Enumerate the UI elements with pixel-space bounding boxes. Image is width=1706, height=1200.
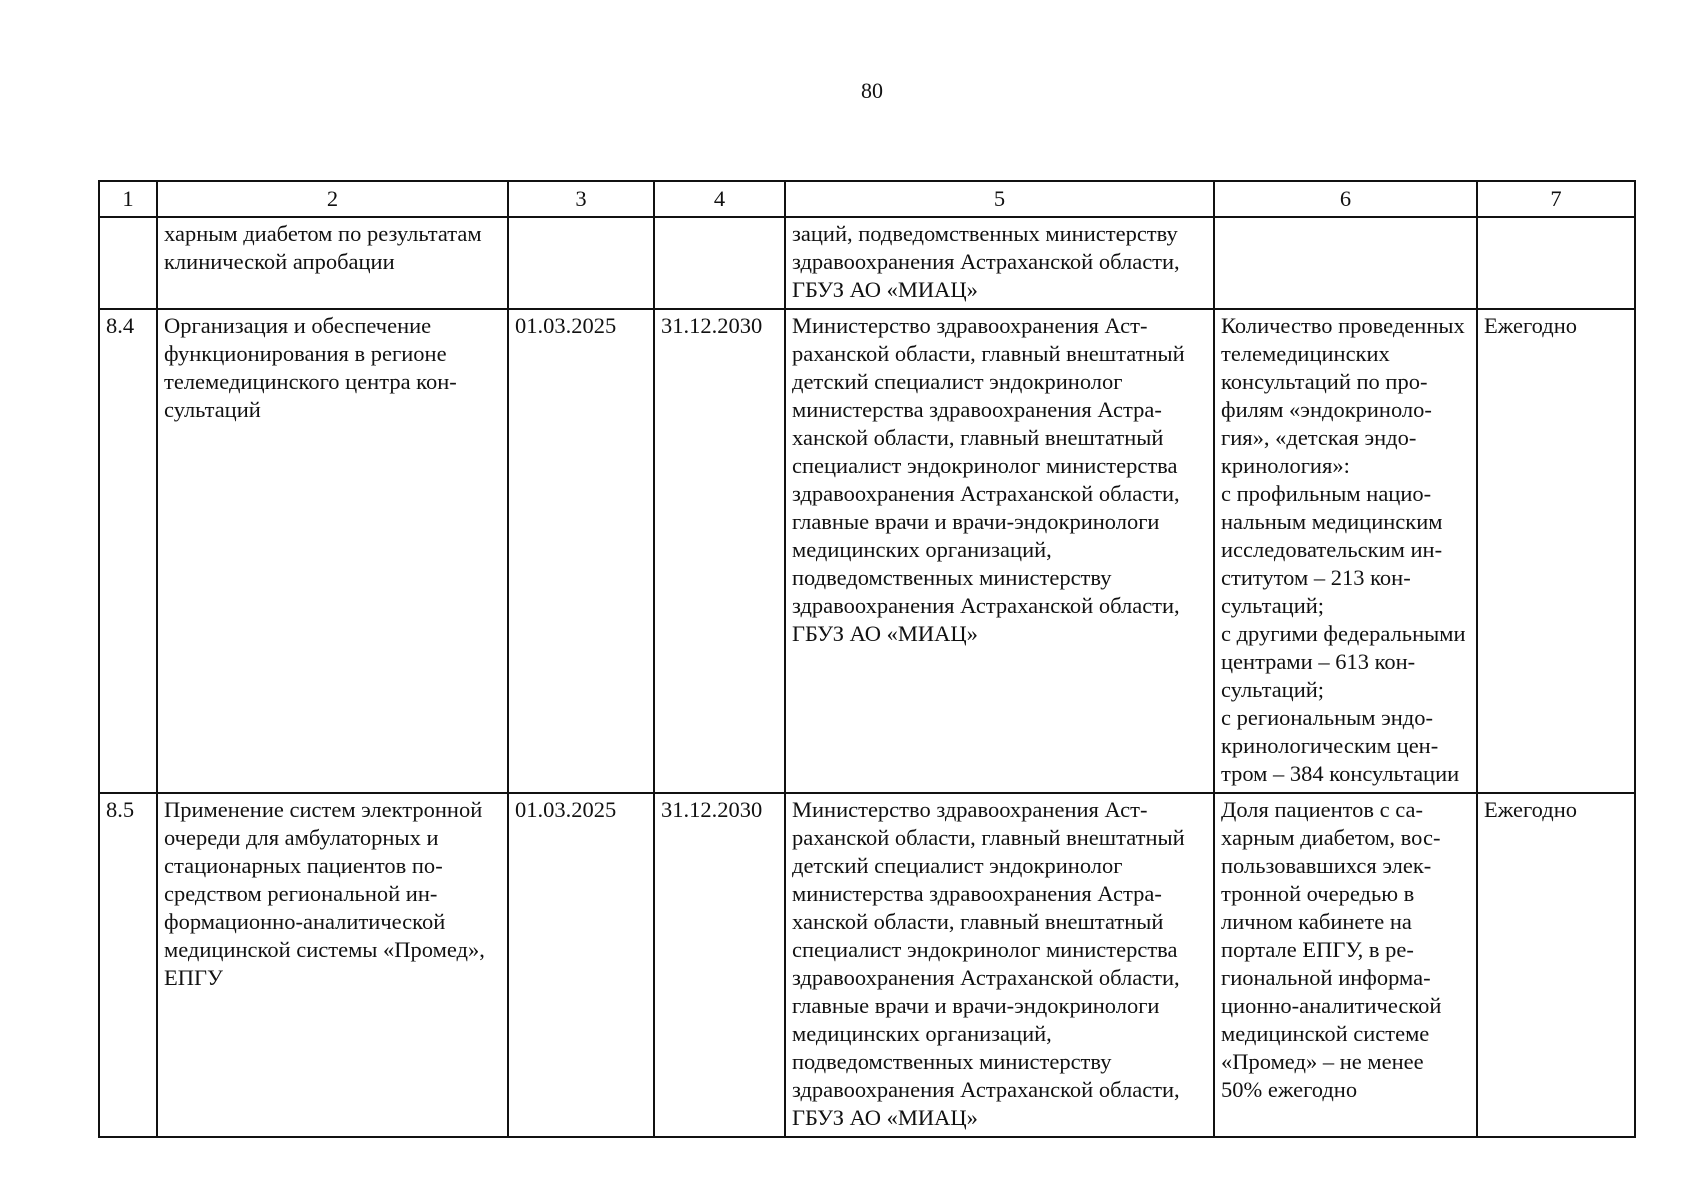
- column-number-3: 3: [508, 181, 654, 217]
- end-date: 31.12.2030: [654, 309, 785, 793]
- event-name: харным диабетом по результатам клинической апробации: [157, 217, 508, 309]
- column-number-5: 5: [785, 181, 1214, 217]
- column-number-4: 4: [654, 181, 785, 217]
- start-date: [508, 217, 654, 309]
- periodicity: Ежегодно: [1477, 309, 1635, 793]
- column-number-1: 1: [99, 181, 157, 217]
- column-number-2: 2: [157, 181, 508, 217]
- row-number: [99, 217, 157, 309]
- indicator-line: Количество проведенных телемедицинских консультаций по профилям «эндокринология», «детская эндокринология»:: [1221, 313, 1465, 478]
- page-number: 80: [861, 78, 883, 103]
- responsible-parties: Министерство здравоохранения Астраханской области, главный внештатный детский специалист эндокринолог министерства здравоохранения Астраханской области, главный внештатный специалист эндокринолог министерства здравоохранения Астраханской области, главные врачи и врачи-эндокринологи медицинских организаций, подведомственных министерству здравоохранения Астраханской области, ГБУЗ АО «МИАЦ»: [785, 793, 1214, 1137]
- indicator: [1214, 309, 1477, 793]
- end-date: [654, 217, 785, 309]
- end-date: 31.12.2030: [654, 793, 785, 1137]
- periodicity: Ежегодно: [1477, 793, 1635, 1137]
- row-number: 8.4: [99, 309, 157, 793]
- column-number-row: [99, 181, 1635, 217]
- plan-table: [98, 180, 1636, 1138]
- periodicity: [1477, 217, 1635, 309]
- table-row: [99, 309, 1635, 793]
- event-name: Организация и обеспечение функционирования в регионе телемедицинского центра консультаций: [157, 309, 508, 793]
- start-date: 01.03.2025: [508, 793, 654, 1137]
- row-number: 8.5: [99, 793, 157, 1137]
- responsible-parties: заций, подведомственных министерству здравоохранения Астраханской области, ГБУЗ АО «МИАЦ»: [785, 217, 1214, 309]
- table-row: [99, 793, 1635, 1137]
- indicator-line: с другими федеральными центрами – 613 консультаций;: [1221, 621, 1466, 702]
- indicator-line: с профильным национальным медицинским исследовательским институтом – 213 консультаций;: [1221, 481, 1443, 618]
- indicator-line: с региональным эндокринологическим центром – 384 консультации: [1221, 705, 1460, 786]
- start-date: 01.03.2025: [508, 309, 654, 793]
- event-name: Применение систем электронной очереди для амбулаторных и стационарных пациентов посредством региональной информационно-аналитической медицинской системы «Промед», ЕПГУ: [157, 793, 508, 1137]
- indicator: Доля пациентов с сахарным диабетом, воспользовавшихся электронной очередью в личном кабинете на портале ЕПГУ, в региональной информационно-аналитической медицинской системе «Промед» – не менее 50% ежегодно: [1214, 793, 1477, 1137]
- column-number-7: 7: [1477, 181, 1635, 217]
- table-row: [99, 217, 1635, 309]
- column-number-6: 6: [1214, 181, 1477, 217]
- responsible-parties: Министерство здравоохранения Астраханской области, главный внештатный детский специалист эндокринолог министерства здравоохранения Астраханской области, главный внештатный специалист эндокринолог министерства здравоохранения Астраханской области, главные врачи и врачи-эндокринологи медицинских организаций, подведомственных министерству здравоохранения Астраханской области, ГБУЗ АО «МИАЦ»: [785, 309, 1214, 793]
- indicator: [1214, 217, 1477, 309]
